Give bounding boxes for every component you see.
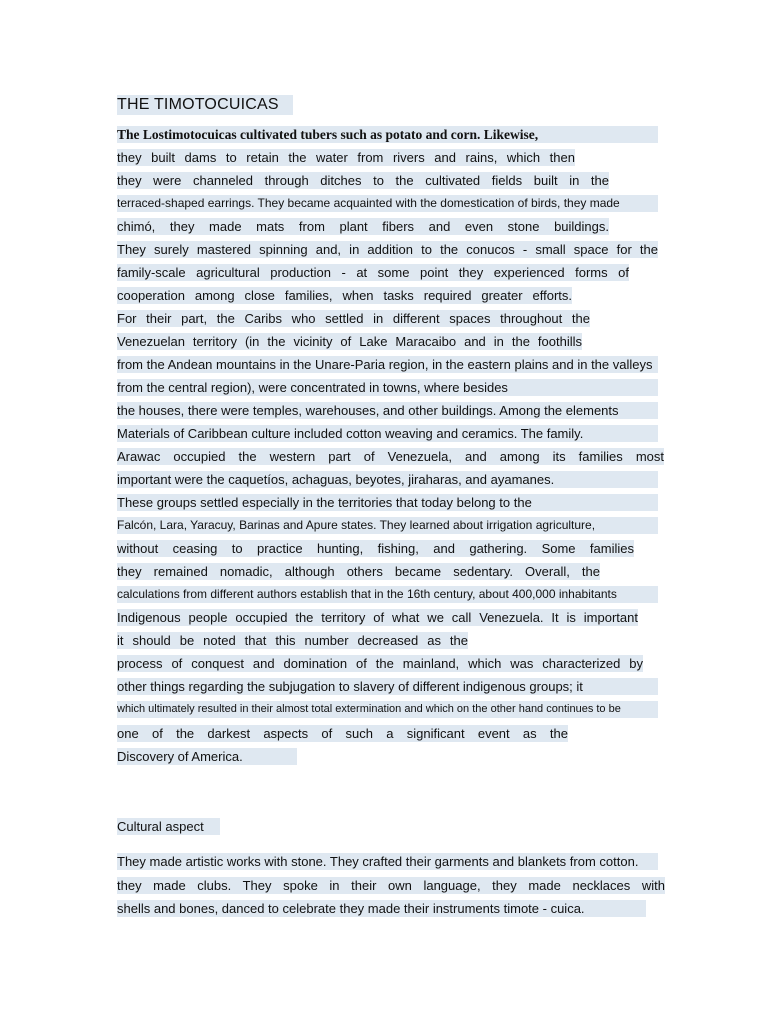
- body-line: they built dams to retain the water from rivers and rains, which then: [117, 150, 575, 165]
- body-line: the houses, there were temples, warehouses, and other buildings. Among the elements: [117, 402, 658, 419]
- body-line: they were channeled through ditches to the cultivated fields built in the: [117, 173, 609, 188]
- body-line: which ultimately resulted in their almost total extermination and which on the other hand continues to be: [117, 701, 658, 718]
- section-heading: Cultural aspect: [117, 818, 220, 835]
- body-line: Venezuelan territory (in the vicinity of Lake Maracaibo and in the foothills: [117, 334, 582, 349]
- body-line: process of conquest and domination of the mainland, which was characterized by: [117, 656, 643, 671]
- section-line: shells and bones, danced to celebrate they made their instruments timote - cuica.: [117, 900, 646, 917]
- body-line: Falcón, Lara, Yaracuy, Barinas and Apure states. They learned about irrigation agriculture,: [117, 517, 658, 534]
- body-line: They surely mastered spinning and, in addition to the conucos - small space for the: [117, 242, 658, 257]
- body-line: important were the caquetíos, achaguas, beyotes, jiraharas, and ayamanes.: [117, 471, 658, 488]
- body-line: calculations from different authors establish that in the 16th century, about 400,000 inhabitants: [117, 586, 658, 603]
- body-line: without ceasing to practice hunting, fishing, and gathering. Some families: [117, 541, 634, 556]
- document-title: THE TIMOTOCUICAS: [117, 95, 293, 115]
- body-line: they remained nomadic, although others became sedentary. Overall, the: [117, 564, 600, 579]
- body-line: from the central region), were concentrated in towns, where besides: [117, 379, 658, 396]
- body-line: from the Andean mountains in the Unare-Paria region, in the eastern plains and in the valleys: [117, 356, 658, 373]
- body-line: other things regarding the subjugation to slavery of different indigenous groups; it: [117, 678, 658, 695]
- body-line: For their part, the Caribs who settled in different spaces throughout the: [117, 311, 590, 326]
- body-line: The Lostimotocuicas cultivated tubers such as potato and corn. Likewise,: [117, 126, 658, 143]
- body-line: one of the darkest aspects of such a significant event as the: [117, 726, 568, 741]
- body-line: terraced-shaped earrings. They became acquainted with the domestication of birds, they made: [117, 195, 658, 212]
- body-line: Indigenous people occupied the territory of what we call Venezuela. It is important: [117, 610, 638, 625]
- body-line: chimó, they made mats from plant fibers and even stone buildings.: [117, 219, 609, 234]
- body-line: it should be noted that this number decreased as the: [117, 633, 468, 648]
- body-line: cooperation among close families, when tasks required greater efforts.: [117, 288, 572, 303]
- section-line: They made artistic works with stone. They crafted their garments and blankets from cotton.: [117, 853, 658, 870]
- body-line: Discovery of America.: [117, 748, 297, 765]
- body-line: Materials of Caribbean culture included cotton weaving and ceramics. The family.: [117, 425, 658, 442]
- body-line: Arawac occupied the western part of Venezuela, and among its families most: [117, 449, 664, 464]
- section-line: they made clubs. They spoke in their own language, they made necklaces with: [117, 878, 665, 893]
- body-line: These groups settled especially in the territories that today belong to the: [117, 494, 658, 511]
- body-line: family-scale agricultural production - at some point they experienced forms of: [117, 265, 629, 280]
